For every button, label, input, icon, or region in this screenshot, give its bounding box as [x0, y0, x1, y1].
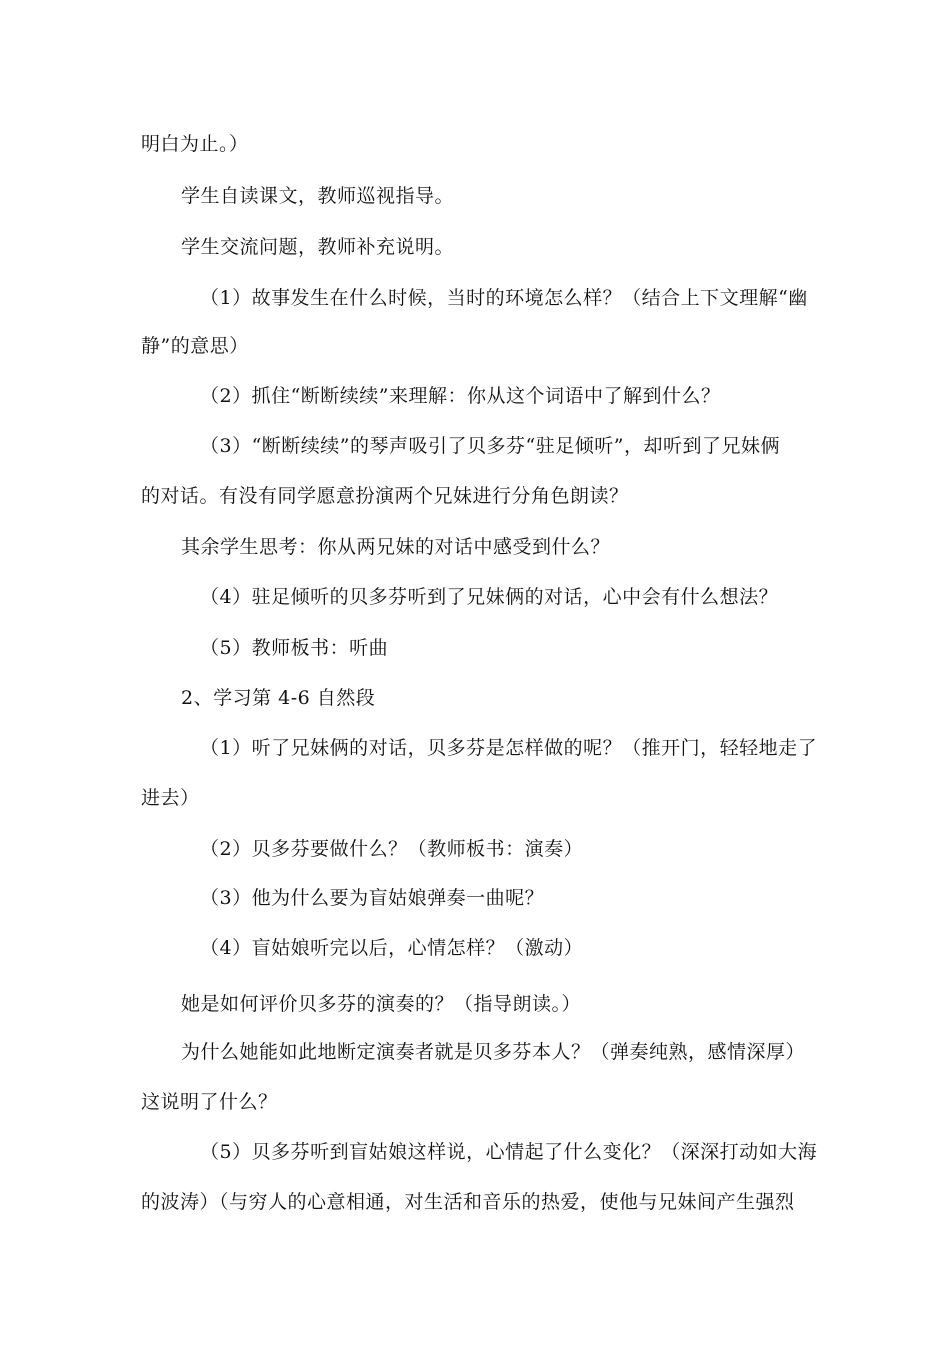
text-line-8: 的对话。有没有同学愿意扮演两个兄妹进行分角色朗读？ [141, 485, 629, 507]
text-line-16: （3）他为什么要为盲姑娘弹奏一曲呢？ [200, 887, 545, 909]
text-line-20: 这说明了什么？ [141, 1091, 278, 1113]
text-line-19: 为什么她能如此地断定演奏者就是贝多芬本人？（弹奏纯熟，感情深厚） [181, 1041, 806, 1063]
text-line-21: （5）贝多芬听到盲姑娘这样说，心情起了什么变化？（深深打动如大海 [200, 1141, 818, 1163]
text-line-12: 2、学习第 4-6 自然段 [181, 687, 376, 709]
text-line-3: 学生交流问题，教师补充说明。 [181, 236, 455, 258]
text-line-9: 其余学生思考：你从两兄妹的对话中感受到什么？ [181, 536, 611, 558]
text-line-11: （5）教师板书：听曲 [200, 637, 389, 659]
text-line-6: （2）抓住“断断续续”来理解：你从这个词语中了解到什么？ [200, 385, 721, 407]
text-line-13: （1）听了兄妹俩的对话，贝多芬是怎样做的呢？（推开门，轻轻地走了 [200, 737, 818, 759]
text-line-14: 进去） [141, 787, 200, 809]
text-line-15: （2）贝多芬要做什么？（教师板书：演奏） [200, 838, 584, 860]
text-line-22: 的波涛）（与穷人的心意相通，对生活和音乐的热爱，使他与兄妹间产生强烈 [141, 1191, 795, 1213]
text-line-1: 明白为止。） [141, 133, 249, 155]
text-line-18: 她是如何评价贝多芬的演奏的？（指导朗读。） [181, 993, 582, 1015]
text-line-7: （3）“断断续续”的琴声吸引了贝多芬“驻足倾听”，却听到了兄妹俩 [200, 435, 780, 457]
text-line-5: 静”的意思） [141, 335, 249, 357]
text-line-2: 学生自读课文，教师巡视指导。 [181, 185, 455, 207]
text-line-10: （4）驻足倾听的贝多芬听到了兄妹俩的对话，心中会有什么想法？ [200, 586, 779, 608]
text-line-4: （1）故事发生在什么时候，当时的环境怎么样？（结合上下文理解“幽 [200, 287, 808, 309]
text-line-17: （4）盲姑娘听完以后，心情怎样？（激动） [200, 937, 584, 959]
